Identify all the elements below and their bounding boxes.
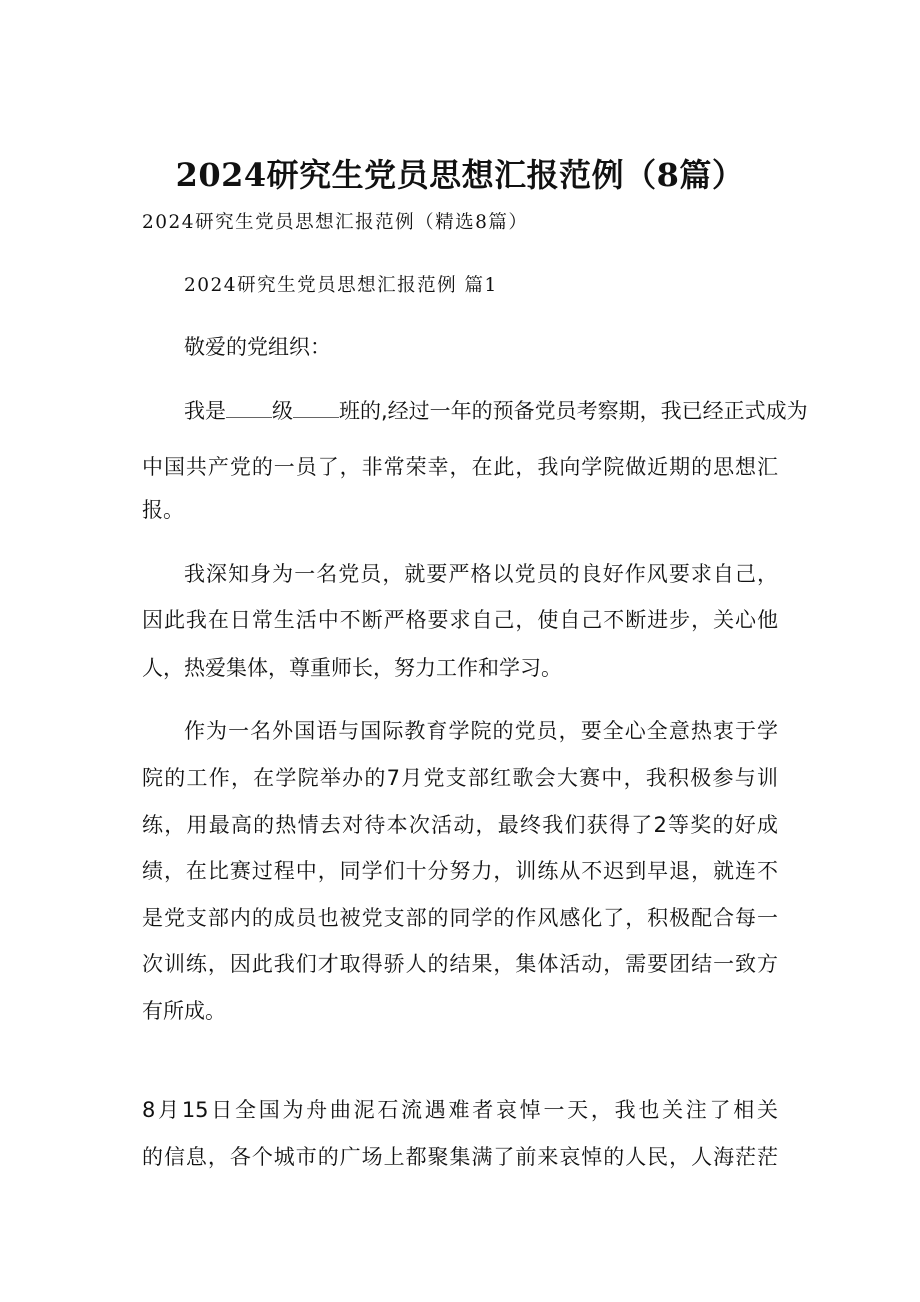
paragraph-3-line: 次训练，因此我们才取得骄人的结果，集体活动，需要团结一致方: [142, 952, 778, 976]
blank-field: [293, 399, 339, 418]
document-title: 2024研究生党员思想汇报范例（8篇）: [175, 156, 745, 194]
paragraph-1-line: 中国共产党的一员了，非常荣幸，在此，我向学院做近期的思想汇: [142, 455, 778, 479]
paragraph-4-line: 的信息，各个城市的广场上都聚集满了前来哀悼的人民，人海茫茫: [142, 1145, 778, 1169]
paragraph-3-line: 院的工作，在学院举办的7月党支部红歌会大赛中，我积极参与训: [142, 766, 778, 790]
blank-field: [226, 399, 272, 418]
text: 我是: [184, 399, 226, 423]
paragraph-1-line: 报。: [142, 498, 184, 522]
paragraph-3-line: 有所成。: [142, 999, 226, 1023]
paragraph-2-line: 我深知身为一名党员，就要严格以党员的良好作风要求自己，: [184, 562, 778, 586]
paragraph-2-line: 因此我在日常生活中不断严格要求自己，使自己不断进步，关心他: [142, 608, 778, 632]
paragraph-3-line: 作为一名外国语与国际教育学院的党员，要全心全意热衷于学: [184, 719, 778, 743]
paragraph-3-line: 是党支部内的成员也被党支部的同学的作风感化了，积极配合每一: [142, 906, 778, 930]
document-subtitle: 2024研究生党员思想汇报范例（精选8篇）: [142, 212, 529, 233]
paragraph-3-line: 练，用最高的热情去对待本次活动，最终我们获得了2等奖的好成: [142, 813, 778, 837]
paragraph-2-line: 人，热爱集体，尊重师长，努力工作和学习。: [142, 656, 562, 680]
paragraph-1-line: [184, 397, 808, 425]
section-heading: 2024研究生党员思想汇报范例 篇1: [184, 275, 498, 296]
paragraph-4-line: 8月15日全国为舟曲泥石流遇难者哀悼一天，我也关注了相关: [142, 1098, 778, 1122]
paragraph-3-line: 绩，在比赛过程中，同学们十分努力，训练从不迟到早退，就连不: [142, 859, 778, 883]
text: 级: [272, 399, 293, 423]
salutation: 敬爱的党组织：: [184, 335, 331, 359]
text: 班的,经过一年的预备党员考察期，我已经正式成为: [339, 399, 808, 423]
